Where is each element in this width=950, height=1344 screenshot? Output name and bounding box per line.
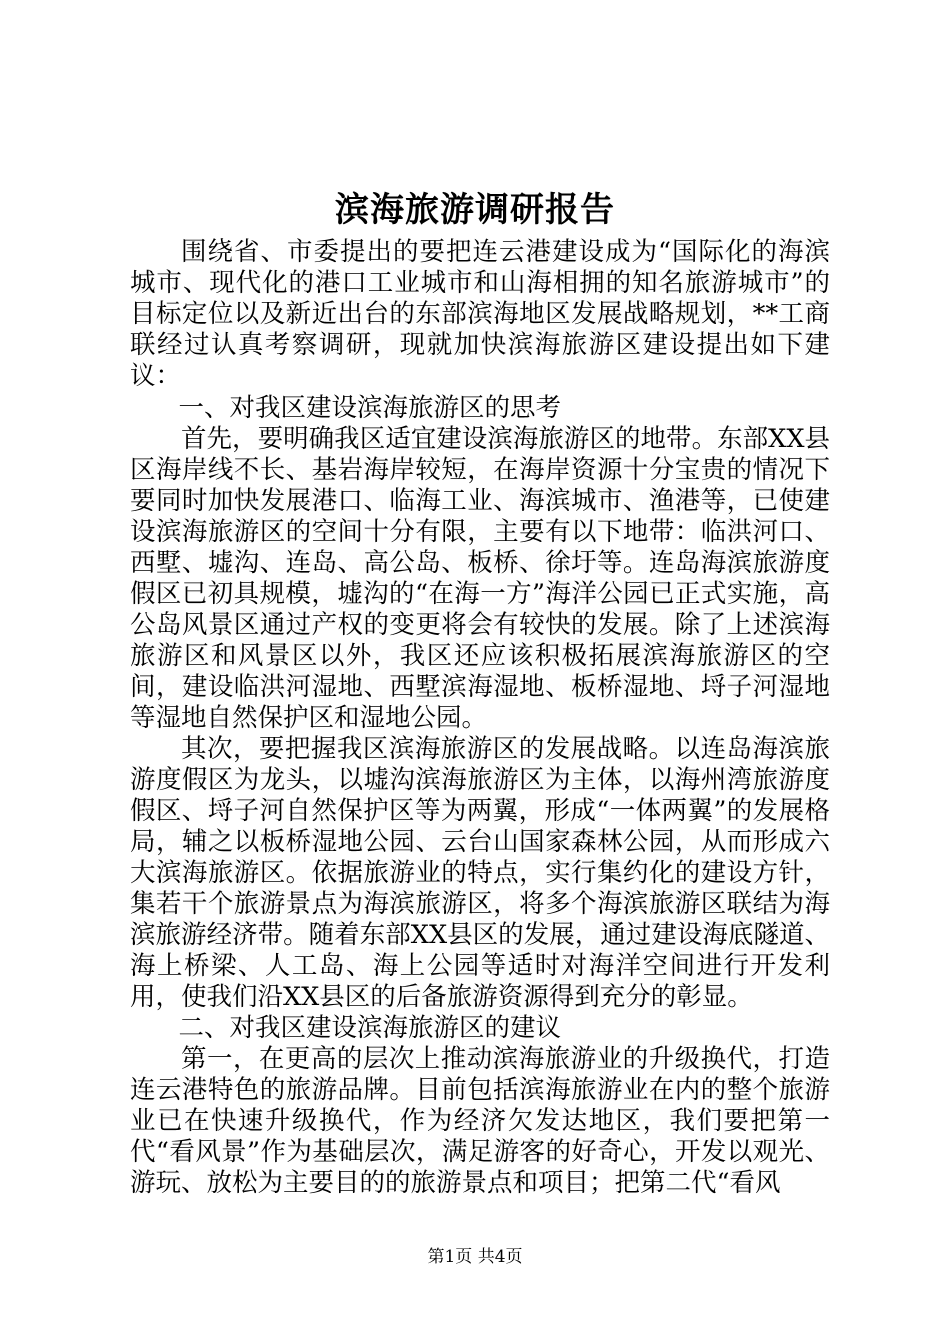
page-footer: 第1页 共4页 <box>427 1247 523 1267</box>
document-title: 滨海旅游调研报告 <box>335 190 615 230</box>
body-paragraph-3: 第一，在更高的层次上推动滨海旅游业的升级换代，打造连云港特色的旅游品牌。目前包括滨海旅游业在内的整个旅游业已在快速升级换代，作为经济欠发达地区，我们要把第一代“看风景”作为基础层次，满足游客的好奇心，开发以观光、游玩、放松为主要目的的旅游景点和项目；把第二代“看风 <box>130 1044 830 1198</box>
body-paragraph-2: 其次，要把握我区滨海旅游区的发展战略。以连岛海滨旅游度假区为龙头，以墟沟滨海旅游区为主体，以海州湾旅游度假区、埒子河自然保护区等为两翼，形成“一体两翼”的发展格局，辅之以板桥湿地公园、云台山国家森林公园，从而形成六大滨海旅游区。依据旅游业的特点，实行集约化的建设方针，集若干个旅游景点为海滨旅游区，将多个海滨旅游区联结为海滨旅游经济带。随着东部XX县区的发展，通过建设海底隧道、海上桥梁、人工岛、海上公园等适时对海洋空间进行开发利用，使我们沿XX县区的后备旅游资源得到充分的彰显。 <box>130 734 830 1012</box>
intro-block <box>130 237 830 392</box>
section-heading-2: 二、对我区建设滨海旅游区的建议 <box>178 1013 561 1043</box>
body-paragraph-1: 首先，要明确我区适宜建设滨海旅游区的地带。东部XX县区海岸线不长、基岩海岸较短，在海岸资源十分宝贵的情况下要同时加快发展港口、临海工业、海滨城市、渔港等，已使建设滨海旅游区的空间十分有限，主要有以下地带：临洪河口、西墅、墟沟、连岛、高公岛、板桥、徐圩等。连岛海滨旅游度假区已初具规模，墟沟的“在海一方”海洋公园已正式实施，高公岛风景区通过产权的变更将会有较快的发展。除了上述滨海旅游区和风景区以外，我区还应该积极拓展滨海旅游区的空间，建设临洪河湿地、西墅滨海湿地、板桥湿地、埒子河湿地等湿地自然保护区和湿地公园。 <box>130 424 830 733</box>
section-heading-1: 一、对我区建设滨海旅游区的思考 <box>178 393 561 423</box>
body-block <box>130 393 830 1199</box>
intro-paragraph: 围绕省、市委提出的要把连云港建设成为“国际化的海滨城市、现代化的港口工业城市和山海相拥的知名旅游城市”的目标定位以及新近出台的东部滨海地区发展战略规划，**工商联经过认真考察调研，现就加快滨海旅游区建设提出如下建议： <box>130 237 830 391</box>
